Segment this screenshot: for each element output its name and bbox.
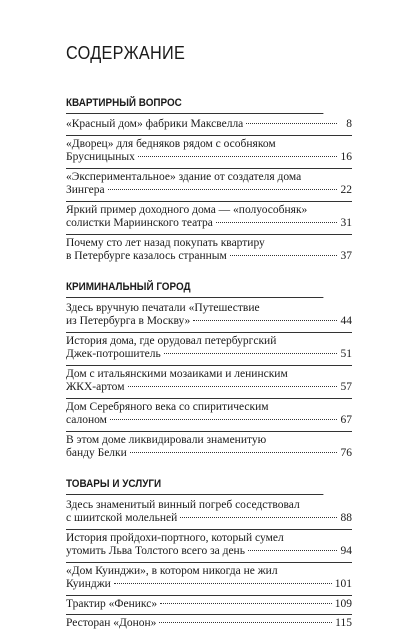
toc-entry-text: Брусницыных: [66, 151, 135, 163]
toc-entry-text: Почему сто лет назад покупать квартиру: [66, 236, 265, 249]
page-number: 31: [340, 217, 352, 229]
toc-entry[interactable]: [66, 615, 352, 634]
toc-entry-text: «Красный дом» фабрики Максвелла: [66, 118, 244, 130]
page-title: СОДЕРЖАНИЕ: [66, 42, 186, 63]
toc-entry-line: [66, 434, 352, 448]
page-number: 76: [340, 447, 352, 459]
section-heading: КВАРТИРНЫЙ ВОПРОС: [66, 97, 323, 114]
toc-entry-line: [66, 184, 352, 198]
toc-entry-text: салоном: [66, 414, 107, 426]
dot-leader: [164, 352, 337, 354]
dot-leader: [180, 516, 337, 518]
toc-entry-line: [66, 335, 352, 349]
page-number: 37: [340, 250, 352, 262]
page-number: 8: [346, 118, 352, 130]
dot-leader: [138, 155, 337, 157]
toc-entry[interactable]: [66, 596, 352, 616]
toc-entry-line: [66, 512, 352, 526]
toc-entry-line: [66, 617, 352, 631]
toc-entry-text: Ресторан «Донон»: [66, 617, 157, 629]
toc-entry-line: [66, 578, 352, 592]
toc-entry-line: [66, 171, 352, 185]
page-number: 57: [340, 381, 352, 393]
toc-entry-text: с шиитской молельней: [66, 512, 178, 524]
toc-entry[interactable]: [66, 235, 352, 267]
toc-entry-line: [66, 217, 352, 231]
toc-entry-text: Яркий пример доходного дома — «полуособняк»: [66, 203, 308, 216]
toc-entry-text: ЖКХ-артом: [66, 381, 125, 393]
toc-entry-text: Джек-потрошитель: [66, 348, 161, 360]
toc-entry[interactable]: [66, 116, 352, 136]
page-number: 51: [340, 348, 352, 360]
dot-leader: [110, 418, 337, 420]
page-number: 109: [334, 597, 352, 610]
toc-entry-line: [66, 250, 352, 264]
toc-entry-line: [66, 151, 352, 165]
dot-leader: [193, 319, 337, 321]
toc-entry-text: Здесь знаменитый винный погреб соседствовал: [66, 498, 300, 511]
dot-leader: [248, 549, 337, 551]
toc-entry[interactable]: [66, 366, 352, 399]
toc-entry-text: Дом с итальянскими мозаиками и ленинским: [66, 367, 288, 380]
toc-entry-line: [66, 348, 352, 362]
page-number: 22: [340, 184, 352, 196]
toc-section: [66, 281, 352, 464]
toc-entry[interactable]: [66, 563, 352, 596]
page-number: 94: [340, 545, 352, 557]
toc-entry-line: [66, 565, 352, 579]
toc-entry-text: утомить Льва Толстого всего за день: [66, 545, 245, 557]
dot-leader: [246, 122, 337, 124]
toc-entry-text: солистки Мариинского театра: [66, 217, 213, 229]
page-number: 16: [340, 151, 352, 163]
toc-section: [66, 97, 352, 267]
toc-entry-line: [66, 414, 352, 428]
toc-entry-line: [66, 302, 352, 316]
toc-entry-line: [66, 368, 352, 382]
page-number: 101: [334, 578, 352, 590]
dot-leader: [160, 602, 332, 604]
page-number: 88: [340, 512, 352, 524]
toc-entry[interactable]: [66, 136, 352, 169]
toc-entry-line: [66, 138, 352, 152]
dot-leader: [216, 221, 337, 223]
dot-leader: [130, 451, 337, 453]
toc-entry[interactable]: [66, 333, 352, 366]
toc-entry-line: [66, 545, 352, 559]
toc-entry-line: [66, 381, 352, 395]
toc-entry-text: банду Белки: [66, 447, 127, 459]
toc-entry-text: Трактир «Феникс»: [66, 597, 158, 610]
toc-section: [66, 478, 352, 634]
dot-leader: [114, 582, 332, 584]
toc-entry[interactable]: [66, 399, 352, 432]
table-of-contents: [66, 42, 352, 634]
toc-entry-line: [66, 237, 352, 251]
toc-entry-line: [66, 315, 352, 329]
toc-entry-line: [66, 401, 352, 415]
toc-entry-text: Куинджи: [66, 578, 111, 590]
toc-entry[interactable]: [66, 202, 352, 235]
section-heading: ТОВАРЫ И УСЛУГИ: [66, 478, 323, 495]
dot-leader: [108, 188, 337, 190]
page-number: 67: [340, 414, 352, 426]
toc-entry[interactable]: [66, 497, 352, 530]
toc-entry[interactable]: [66, 300, 352, 333]
toc-sections: [66, 97, 352, 634]
toc-entry-text: История пройдохи-портного, который сумел: [66, 531, 284, 544]
toc-entry-text: Здесь вручную печатали «Путешествие: [66, 301, 260, 314]
toc-entry-line: [66, 532, 352, 546]
toc-entry-text: Зингера: [66, 184, 105, 196]
toc-entry[interactable]: [66, 530, 352, 563]
dot-leader: [128, 385, 338, 387]
toc-entry-line: [66, 447, 352, 461]
section-heading: КРИМИНАЛЬНЫЙ ГОРОД: [66, 281, 323, 298]
toc-entry-text: «Экспериментальное» здание от создателя дома: [66, 170, 302, 183]
toc-entry-text: из Петербурга в Москву»: [66, 315, 191, 327]
toc-entry-text: История дома, где орудовал петербургский: [66, 334, 277, 347]
dot-leader: [159, 621, 332, 623]
page-number: 44: [340, 315, 352, 327]
toc-entry[interactable]: [66, 432, 352, 464]
toc-entry-text: «Дом Куинджи», в котором никогда не жил: [66, 564, 278, 577]
page-number: 115: [335, 617, 352, 629]
toc-entry-line: [66, 204, 352, 218]
toc-entry-text: в Петербурге казалось странным: [66, 250, 227, 262]
dot-leader: [230, 254, 337, 256]
toc-entry-line: [66, 499, 352, 513]
toc-entry-text: «Дворец» для бедняков рядом с особняком: [66, 137, 276, 150]
toc-entry-text: Дом Серебряного века со спиритическим: [66, 400, 269, 413]
toc-entry[interactable]: [66, 169, 352, 202]
toc-entry-line: [66, 118, 352, 132]
toc-entry-text: В этом доме ликвидировали знаменитую: [66, 433, 267, 446]
